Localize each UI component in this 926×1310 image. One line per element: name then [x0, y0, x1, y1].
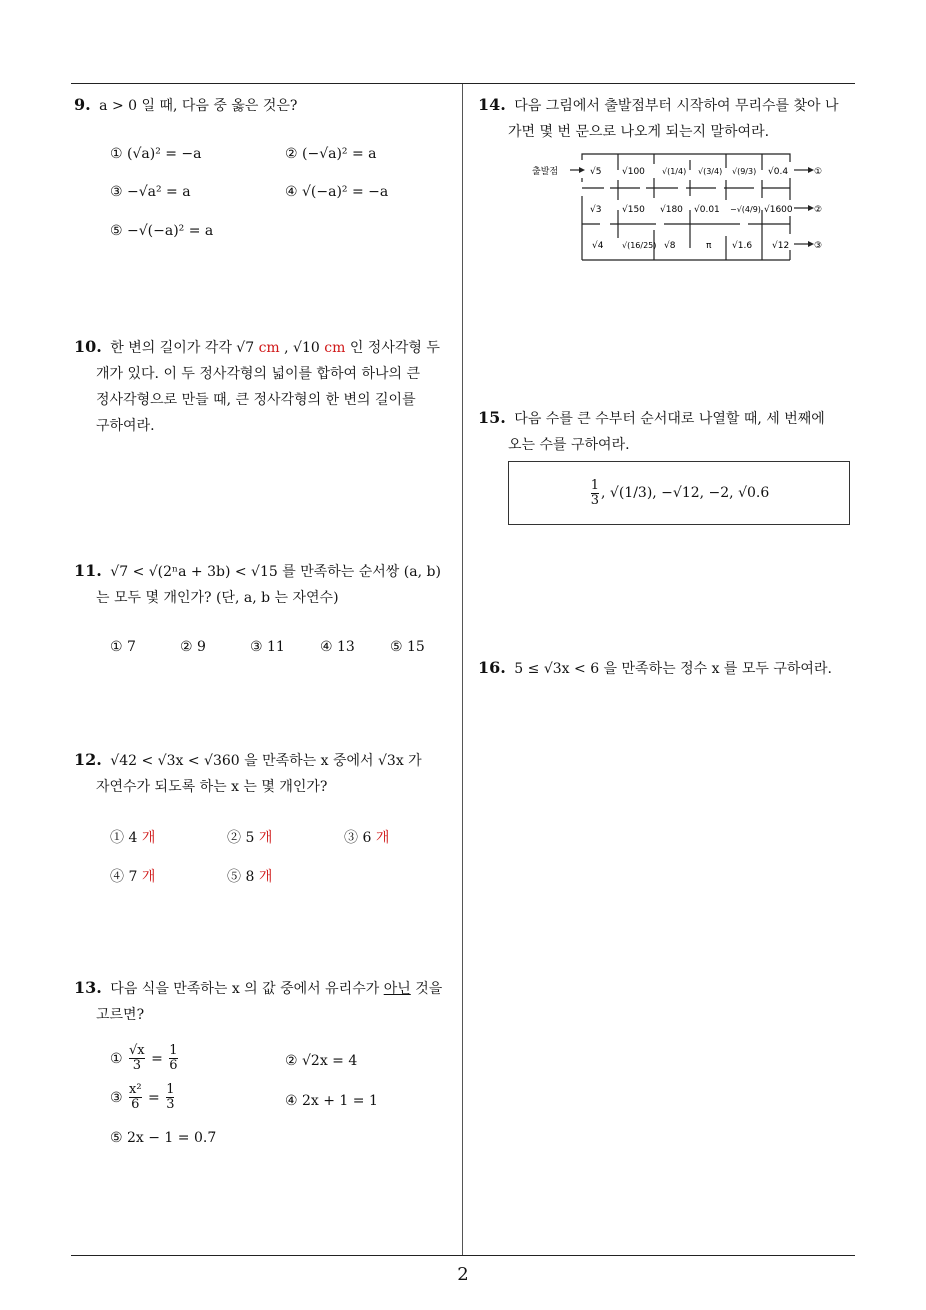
question-11	[74, 558, 458, 611]
question-number: 14.	[478, 95, 506, 114]
choice-2[interactable]: ② 5 개	[227, 830, 273, 846]
question-text: 오는 수를 구하여라.	[508, 437, 630, 453]
svg-text:−√(4/9): −√(4/9)	[730, 205, 761, 214]
svg-text:√1.6: √1.6	[732, 241, 753, 251]
choice-1[interactable]: ① 4 개	[110, 830, 156, 846]
exit-3: ③	[814, 241, 823, 251]
question-text: 는 모두 몇 개인가? (단, a, b 는 자연수)	[96, 590, 339, 606]
maze-diagram	[530, 150, 830, 265]
maze-start-label: 출발점	[532, 167, 559, 177]
unit-cm: cm	[324, 340, 346, 356]
svg-text:√150: √150	[622, 205, 645, 215]
number-list-box: $\frac{1}{3}$ , √(1/3), −√12, −2, √0.6	[508, 461, 850, 525]
choice-5[interactable]: ⑤ −√(−a)² = a	[110, 223, 214, 239]
question-number: 9.	[74, 95, 91, 114]
svg-text:√(1/4): √(1/4)	[662, 167, 687, 176]
question-16	[478, 655, 862, 682]
bottom-rule	[71, 1255, 855, 1256]
choice-5[interactable]: ⑤ 15	[390, 639, 425, 655]
question-12	[74, 747, 458, 800]
svg-text:√8: √8	[664, 241, 676, 251]
column-divider	[462, 84, 463, 1256]
svg-text:√100: √100	[622, 167, 645, 177]
choice-3[interactable]: ③ 6 개	[344, 830, 390, 846]
question-10	[74, 334, 458, 439]
choice-4[interactable]: ④ 7 개	[110, 869, 156, 885]
svg-text:√5: √5	[590, 167, 602, 177]
choice-1[interactable]: ① (√a)² = −a	[110, 146, 202, 162]
question-text: 개가 있다. 이 두 정사각형의 넓이를 합하여 하나의 큰	[96, 366, 421, 382]
svg-text:π: π	[706, 241, 712, 251]
question-text: 다음 그림에서 출발점부터 시작하여 무리수를 찾아 나	[514, 98, 839, 114]
question-text: √42 < √3x < √360 을 만족하는 x 중에서 √3x 가	[110, 753, 422, 769]
question-number: 11.	[74, 561, 102, 580]
question-text: 정사각형으로 만들 때, 큰 정사각형의 한 변의 길이를	[96, 392, 416, 408]
top-rule	[71, 83, 855, 84]
exit-2: ②	[814, 205, 823, 215]
choice-4[interactable]: ④ 13	[320, 639, 355, 655]
svg-text:√1600: √1600	[764, 205, 793, 215]
question-text: 구하여라.	[96, 418, 155, 434]
choice-1[interactable]: ① 7	[110, 639, 136, 655]
unit-cm: cm	[258, 340, 280, 356]
exit-1: ①	[814, 167, 823, 177]
question-number: 13.	[74, 978, 102, 997]
question-text: √7 < √(2ⁿa + 3b) < √15 를 만족하는 순서쌍 (a, b)	[110, 564, 441, 580]
choice-5[interactable]: ⑤ 8 개	[227, 869, 273, 885]
choice-1[interactable]: ① $\frac{√x}{3}$ = $\frac{1}{6}$	[110, 1043, 178, 1073]
question-text: 고르면?	[96, 1007, 145, 1023]
choice-4[interactable]: ④ √(−a)² = −a	[285, 184, 389, 200]
svg-text:√(9/3): √(9/3)	[732, 167, 757, 176]
question-text: 자연수가 되도록 하는 x 는 몇 개인가?	[96, 779, 328, 795]
question-text: 가면 몇 번 문으로 나오게 되는지 말하여라.	[508, 124, 770, 140]
question-14	[478, 92, 858, 145]
svg-text:√12: √12	[772, 241, 790, 251]
svg-text:√0.4: √0.4	[768, 167, 789, 177]
svg-text:√(16/25): √(16/25)	[622, 241, 657, 250]
question-15	[478, 405, 858, 458]
choice-2[interactable]: ② (−√a)² = a	[285, 146, 377, 162]
choice-3[interactable]: ③ 11	[250, 639, 285, 655]
choice-3[interactable]: ③ −√a² = a	[110, 184, 191, 200]
number-list: , √(1/3), −√12, −2, √0.6	[601, 485, 770, 501]
choice-4[interactable]: ④ 2x + 1 = 1	[285, 1093, 378, 1109]
question-text: 5 ≤ √3x < 6 을 만족하는 정수 x 를 모두 구하여라.	[514, 661, 832, 677]
svg-text:√4: √4	[592, 241, 604, 251]
question-number: 15.	[478, 408, 506, 427]
question-text: a > 0 일 때, 다음 중 옳은 것은?	[99, 98, 298, 114]
question-13	[74, 975, 458, 1028]
choice-2[interactable]: ② 9	[180, 639, 206, 655]
choice-5[interactable]: ⑤ 2x − 1 = 0.7̇	[110, 1130, 217, 1146]
question-number: 12.	[74, 750, 102, 769]
page-number: 2	[457, 1264, 469, 1285]
question-number: 10.	[74, 337, 102, 356]
svg-text:√0.01: √0.01	[694, 205, 720, 215]
question-number: 16.	[478, 658, 506, 677]
question-text: 것을	[410, 981, 443, 997]
choice-3[interactable]: ③ $\frac{\text{x²}}{6}$ = $\frac{1}{3}$	[110, 1082, 175, 1112]
svg-text:√(3/4): √(3/4)	[698, 167, 723, 176]
question-text: 한 변의 길이가 각각 √7	[110, 340, 255, 356]
svg-text:√180: √180	[660, 205, 683, 215]
underlined-word: 아닌	[383, 981, 411, 997]
question-text: , √10	[284, 340, 320, 356]
question-text: 다음 수를 큰 수부터 순서대로 나열할 때, 세 번째에	[514, 411, 825, 427]
question-text: 다음 식을 만족하는 x 의 값 중에서 유리수가	[110, 981, 384, 997]
question-text: 인 정사각형 두	[349, 340, 440, 356]
choice-2[interactable]: ② √2x = 4	[285, 1053, 358, 1069]
svg-text:√3: √3	[590, 205, 602, 215]
question-9	[74, 92, 297, 119]
